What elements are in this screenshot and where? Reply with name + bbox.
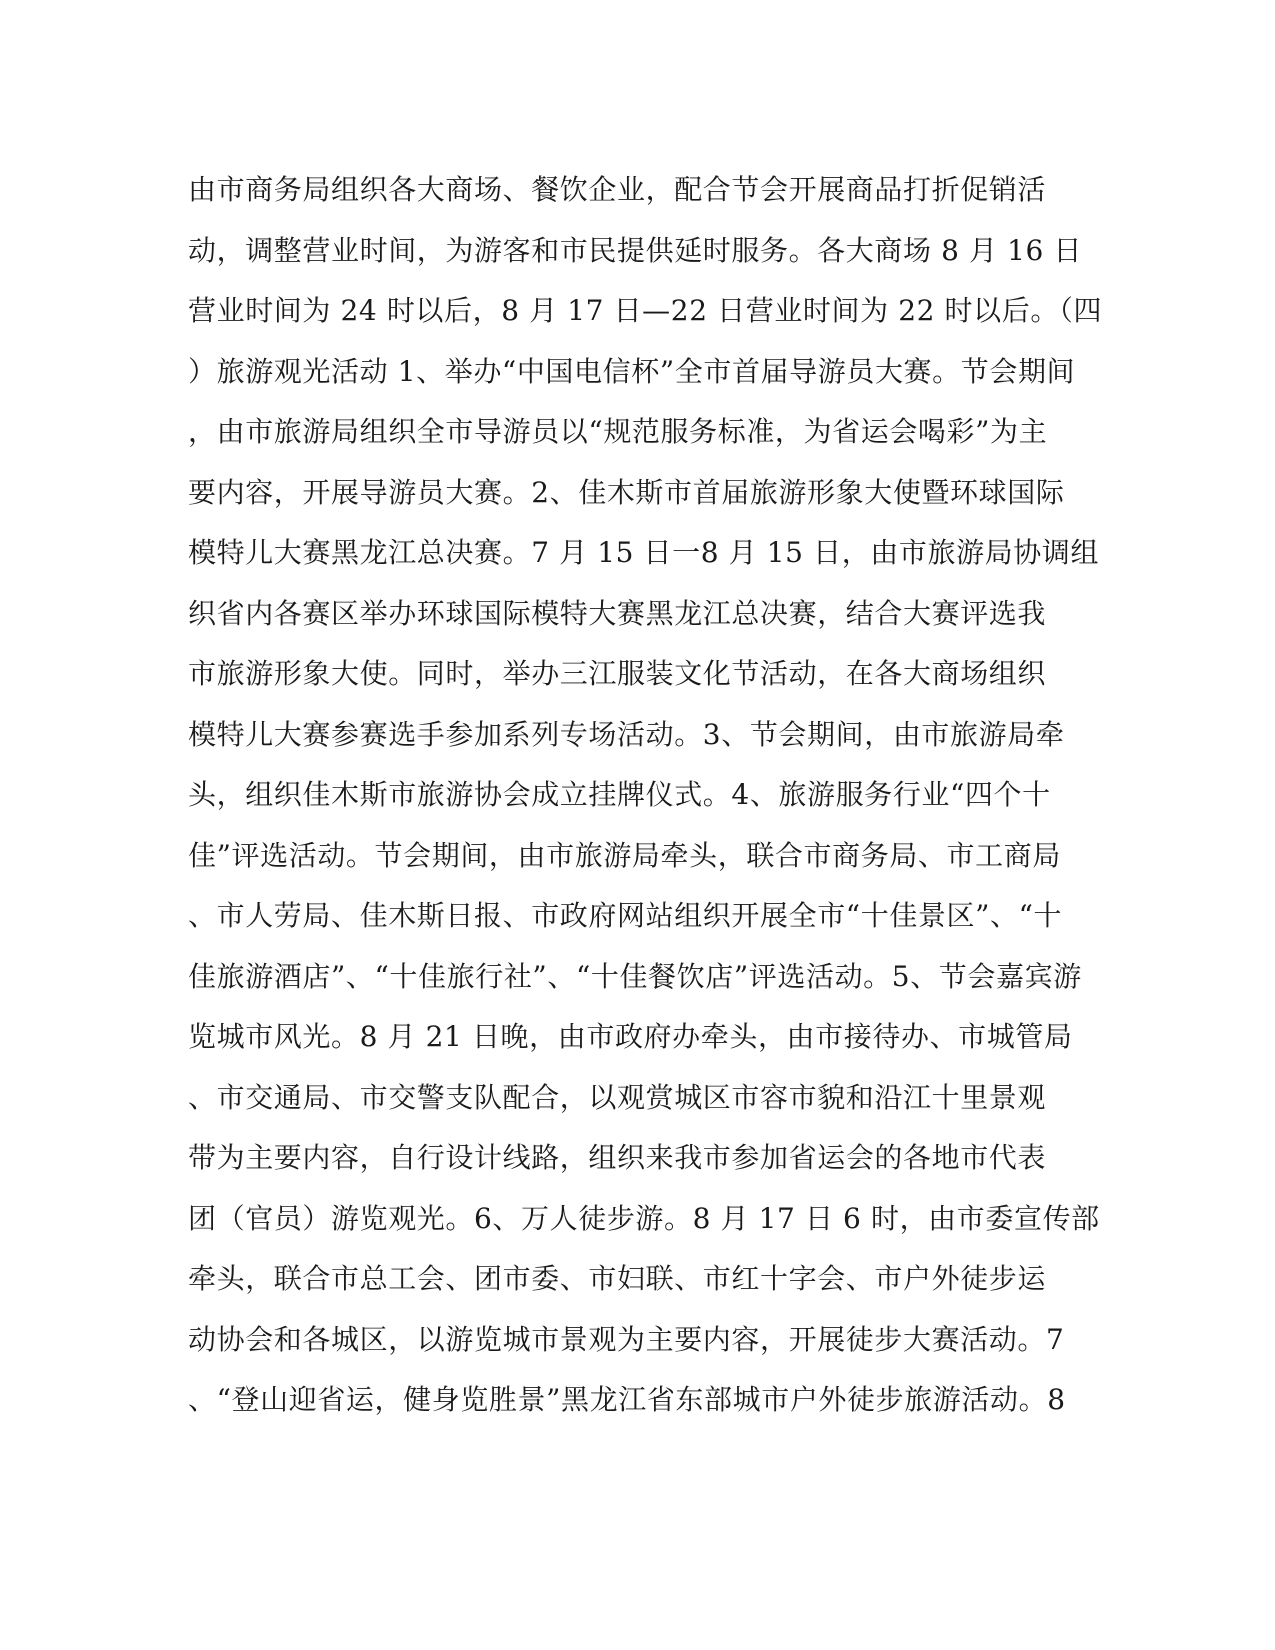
text-line: ）旅游观光活动 1、举办“中国电信杯”全市首届导游员大赛。节会期间 (188, 354, 1076, 388)
text-line: 览城市风光。8 月 21 日晚，由市政府办牵头，由市接待办、市城管局 (188, 1020, 1073, 1053)
text-line: 由市商务局组织各大商场、餐饮企业，配合节会开展商品打折促销活 (188, 173, 1047, 206)
text-line: 动，调整营业时间，为游客和市民提供延时服务。各大商场 8 月 16 日 (188, 233, 1083, 267)
text-line: 动协会和各城区，以游览城市景观为主要内容，开展徒步大赛活动。7 (188, 1322, 1065, 1356)
text-line: 、市交通局、市交警支队配合，以观赏城区市容市貌和沿江十里景观 (188, 1080, 1047, 1114)
text-line: 市旅游形象大使。同时，举办三江服装文化节活动，在各大商场组织 (188, 657, 1047, 690)
text-line: 、“登山迎省运，健身览胜景”黑龙江省东部城市户外徒步旅游活动。8 (188, 1383, 1066, 1416)
text-line: 团（官员）游览观光。6、万人徒步游。8 月 17 日 6 时，由市委宣传部 (188, 1201, 1100, 1235)
body-text (188, 160, 1103, 1431)
text-line: 织省内各赛区举办环球国际模特大赛黑龙江总决赛，结合大赛评选我 (188, 596, 1047, 630)
text-line: ，由市旅游局组织全市导游员以“规范服务标准，为省运会喝彩”为主 (188, 415, 1048, 448)
text-line: 模特儿大赛参赛选手参加系列专场活动。3、节会期间，由市旅游局牵 (188, 717, 1065, 751)
text-line: 牵头，联合市总工会、团市委、市妇联、市红十字会、市户外徒步运 (188, 1262, 1047, 1295)
text-line: 模特儿大赛黑龙江总决赛。7 月 15 日一8 月 15 日，由市旅游局协调组 (188, 536, 1100, 569)
text-line: 要内容，开展导游员大赛。2、佳木斯市首届旅游形象大使暨环球国际 (188, 475, 1065, 509)
text-line: 头，组织佳木斯市旅游协会成立挂牌仪式。4、旅游服务行业“四个十 (188, 778, 1051, 811)
text-line: 、市人劳局、佳木斯日报、市政府网站组织开展全市“十佳景区”、“十 (188, 899, 1063, 932)
text-line: 佳旅游酒店”、“十佳旅行社”、“十佳餐饮店”评选活动。5、节会嘉宾游 (188, 959, 1082, 993)
text-line: 佳”评选活动。节会期间，由市旅游局牵头，联合市商务局、市工商局 (188, 838, 1061, 872)
text-line: 带为主要内容，自行设计线路，组织来我市参加省运会的各地市代表 (188, 1141, 1047, 1174)
text-line: 营业时间为 24 时以后，8 月 17 日—22 日营业时间为 22 时以后。（四 (188, 294, 1103, 327)
